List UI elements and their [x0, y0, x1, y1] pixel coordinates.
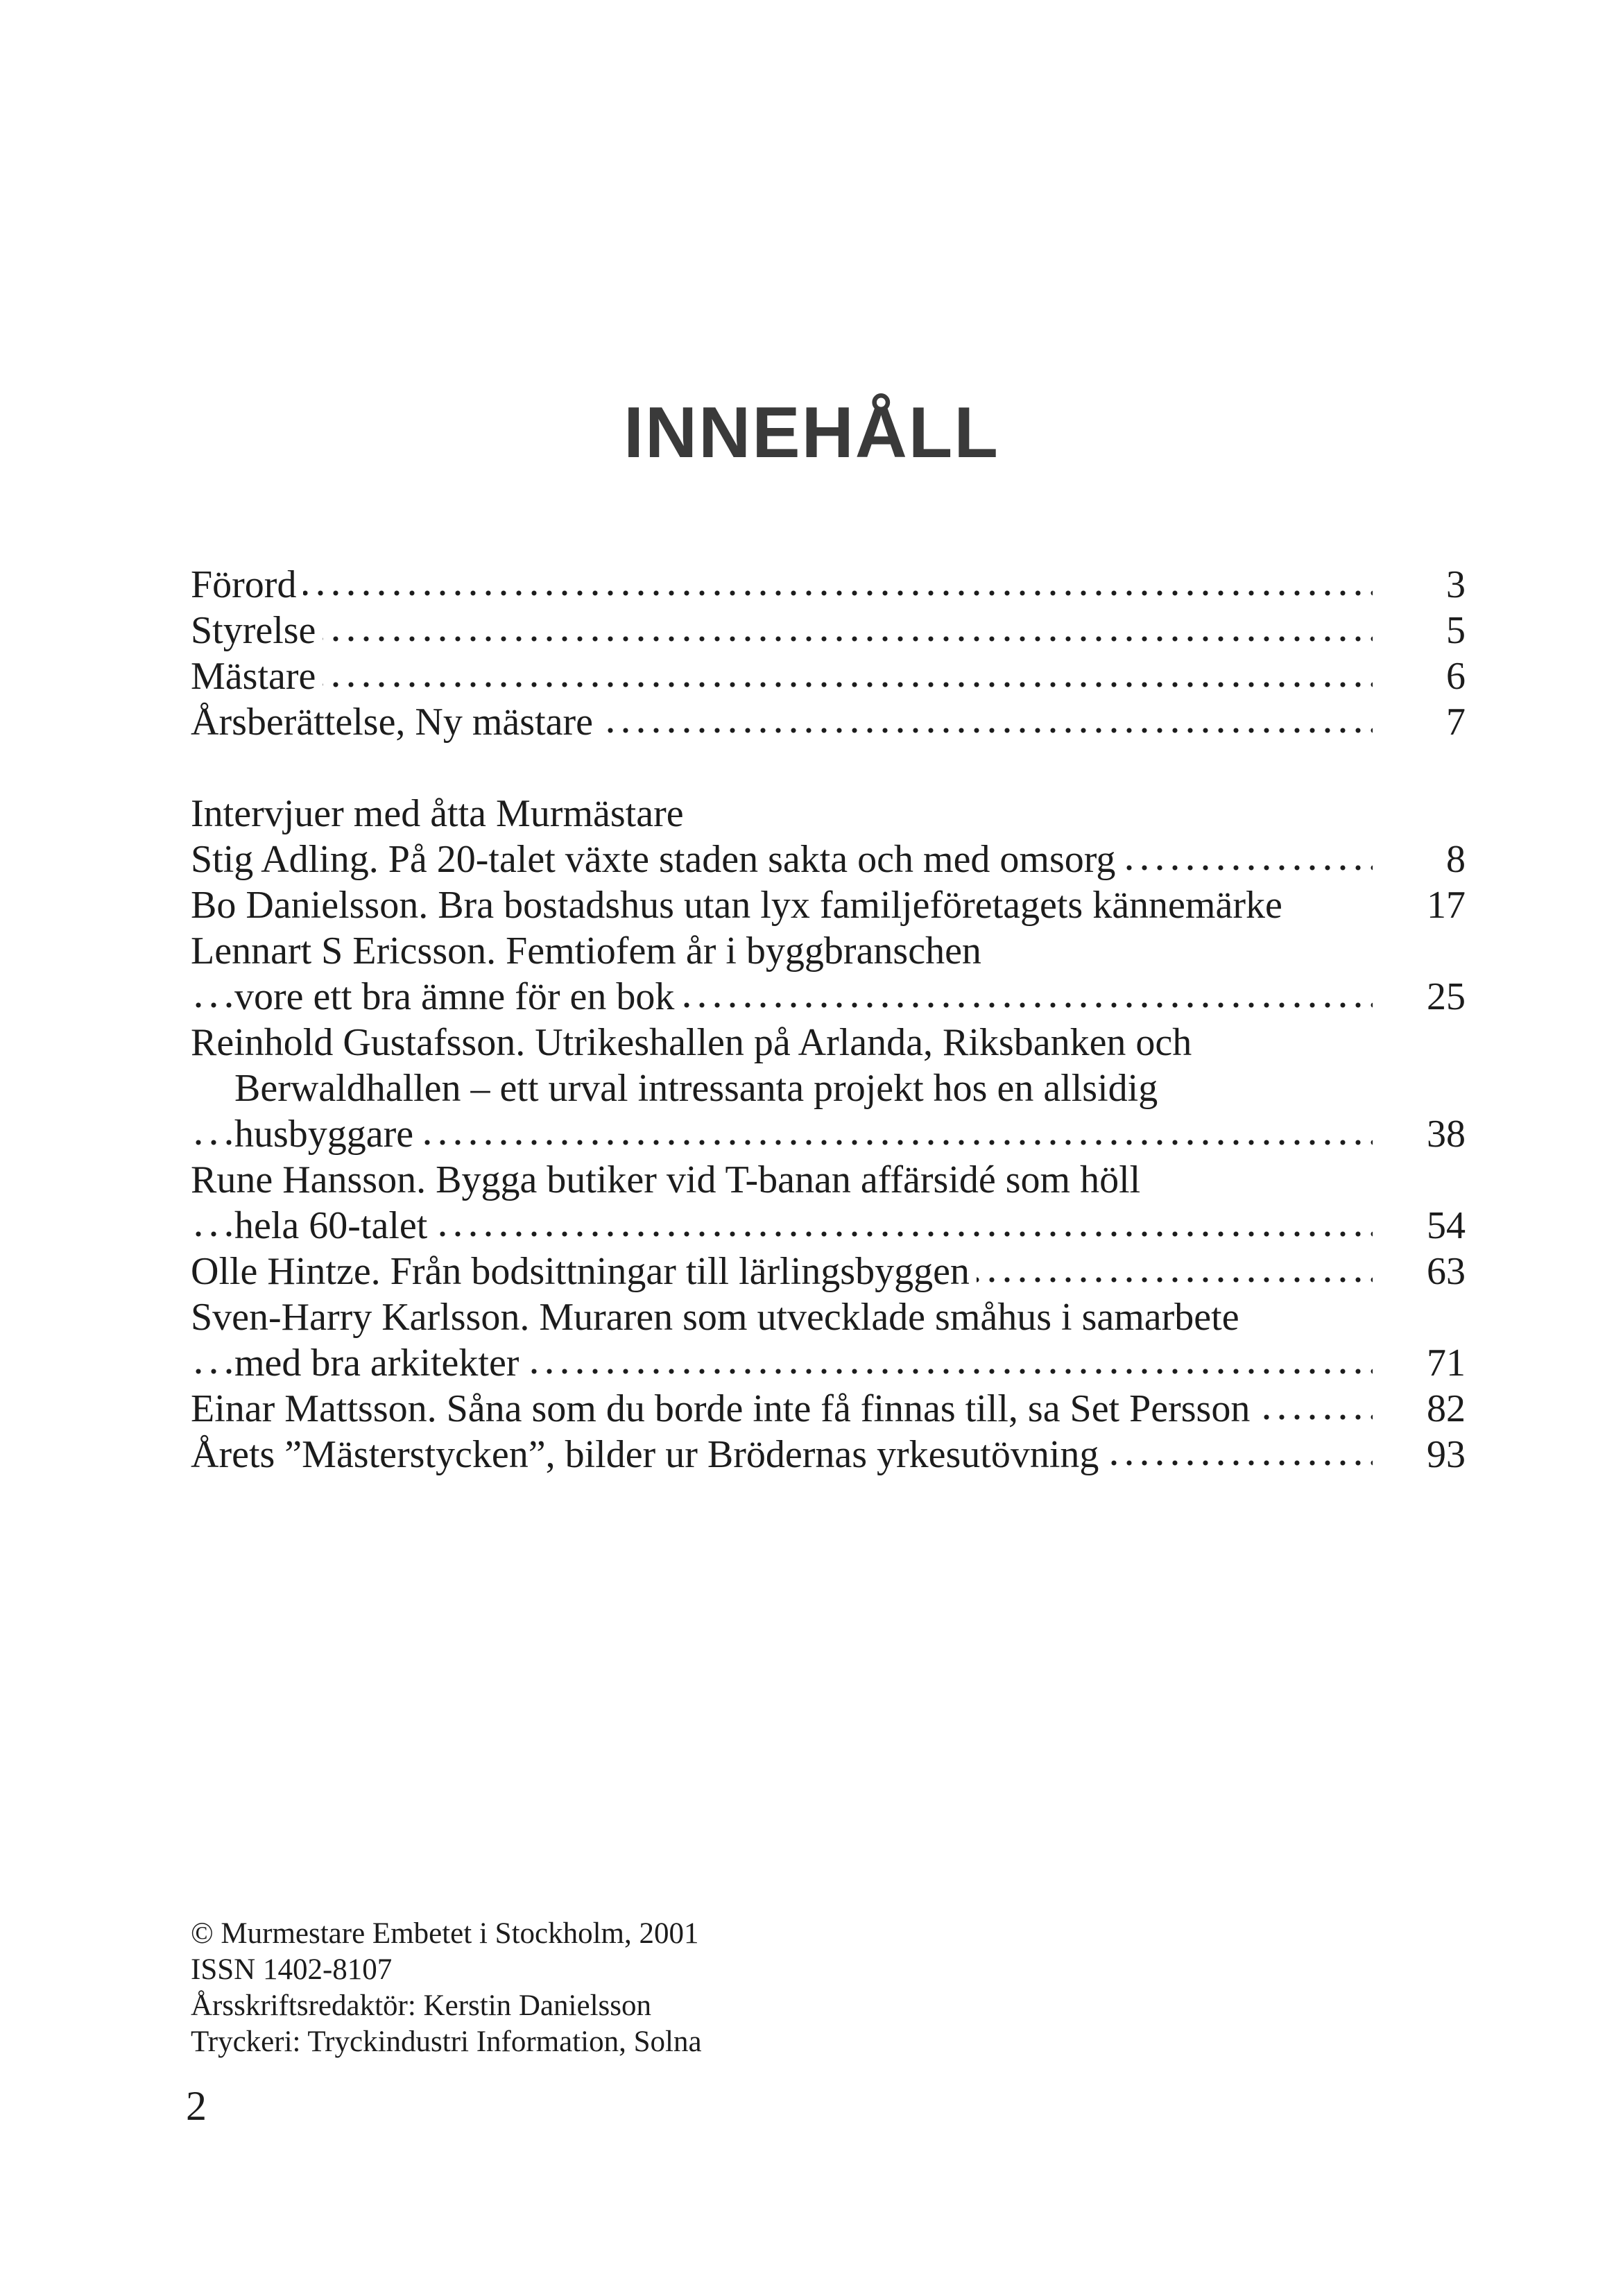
- toc-interviews: [191, 791, 1466, 1477]
- toc-entry-title: Sven-Harry Karlsson. Muraren som utvecklade småhus i samarbete: [191, 1296, 1246, 1339]
- toc-entry-page: 8: [1373, 837, 1466, 882]
- copyright-line: © Murmestare Embetet i Stockholm, 2001: [191, 1917, 699, 1950]
- toc-entry-page: 5: [1373, 608, 1466, 653]
- toc-entry-title: Stig Adling. På 20-talet växte staden sakta och med omsorg: [191, 838, 1122, 881]
- interviews-heading: Intervjuer med åtta Murmästare: [191, 792, 684, 835]
- toc-entry: [191, 882, 1466, 928]
- toc-entry-title: Mästare: [191, 655, 323, 698]
- toc-entry-page: 7: [1373, 699, 1466, 745]
- toc-entry-line: [191, 1020, 1466, 1065]
- toc-entry-title-continued: Berwaldhallen – ett urval intressanta projekt hos en allsidig: [234, 1067, 1165, 1110]
- page-title: INNEHÅLL: [624, 393, 999, 473]
- toc-entry-page: 38: [1373, 1111, 1466, 1157]
- toc-entry-line: [191, 1111, 1466, 1157]
- toc-entry-page: 25: [1373, 974, 1466, 1020]
- toc-entry-line: [191, 1065, 1466, 1111]
- toc-entry-title-continued: husbyggare: [234, 1113, 420, 1156]
- editor-line: Årsskriftsredaktör: Kerstin Danielsson: [191, 1989, 651, 2022]
- printer-line: Tryckeri: Tryckindustri Information, Solna: [191, 2025, 702, 2058]
- toc-entry-title-continued: vore ett bra ämne för en bok: [234, 975, 681, 1018]
- toc-entry-page: 17: [1373, 882, 1466, 928]
- toc-entry-line: [191, 1340, 1466, 1386]
- toc-entry-title: Lennart S Ericsson. Femtiofem år i byggbranschen: [191, 929, 988, 973]
- toc-entry-title: Bo Danielsson. Bra bostadshus utan lyx familjeföretagets kännemärke: [191, 884, 1289, 927]
- toc-entry-page: 54: [1373, 1203, 1466, 1249]
- toc-entry-line: [191, 928, 1466, 974]
- toc-entry-line: [191, 974, 1466, 1020]
- toc-entry-page: 3: [1373, 562, 1466, 608]
- toc-entry-line: [191, 1157, 1466, 1203]
- toc-entry: [191, 1432, 1466, 1477]
- imprint: [191, 1916, 702, 2060]
- toc-entry-title: Einar Mattsson. Såna som du borde inte få finnas till, sa Set Persson: [191, 1387, 1257, 1430]
- toc-entry-line: [191, 1203, 1466, 1249]
- toc-section-heading: [191, 791, 1466, 837]
- toc-entry: [191, 562, 1466, 608]
- toc-entry-title: Årets ”Mästerstycken”, bilder ur Brödernas yrkesutövning: [191, 1433, 1106, 1476]
- toc-entry-title: Förord: [191, 563, 303, 606]
- toc-entry-page: 71: [1373, 1340, 1466, 1386]
- toc-entry-title-continued: med bra arkitekter: [234, 1342, 526, 1385]
- toc-entry: [191, 699, 1466, 745]
- toc-entry-page: 63: [1373, 1249, 1466, 1294]
- toc-entry-title: Reinhold Gustafsson. Utrikeshallen på Arlanda, Riksbanken och: [191, 1021, 1199, 1064]
- toc-entry-line: [191, 1294, 1466, 1340]
- toc-entry-title-continued: hela 60-talet: [234, 1204, 434, 1247]
- toc-entry: [191, 837, 1466, 882]
- toc-entry-page: 6: [1373, 653, 1466, 699]
- issn-line: ISSN 1402-8107: [191, 1953, 393, 1986]
- toc-entry-title: Årsberättelse, Ny mästare: [191, 701, 600, 744]
- toc-front-matter: [191, 562, 1466, 745]
- toc-entry-page: 93: [1373, 1432, 1466, 1477]
- toc-entry-title: Olle Hintze. Från bodsittningar till lärlingsbyggen: [191, 1250, 977, 1293]
- toc-entry-title: Styrelse: [191, 609, 323, 652]
- toc-entry: [191, 1386, 1466, 1432]
- toc-entry-page: 82: [1373, 1386, 1466, 1432]
- toc-entry: [191, 1249, 1466, 1294]
- toc-entry-title: Rune Hansson. Bygga butiker vid T-banan affärsidé som höll: [191, 1158, 1147, 1201]
- toc-entry: [191, 653, 1466, 699]
- page-number: 2: [186, 2083, 207, 2129]
- toc-entry: [191, 608, 1466, 653]
